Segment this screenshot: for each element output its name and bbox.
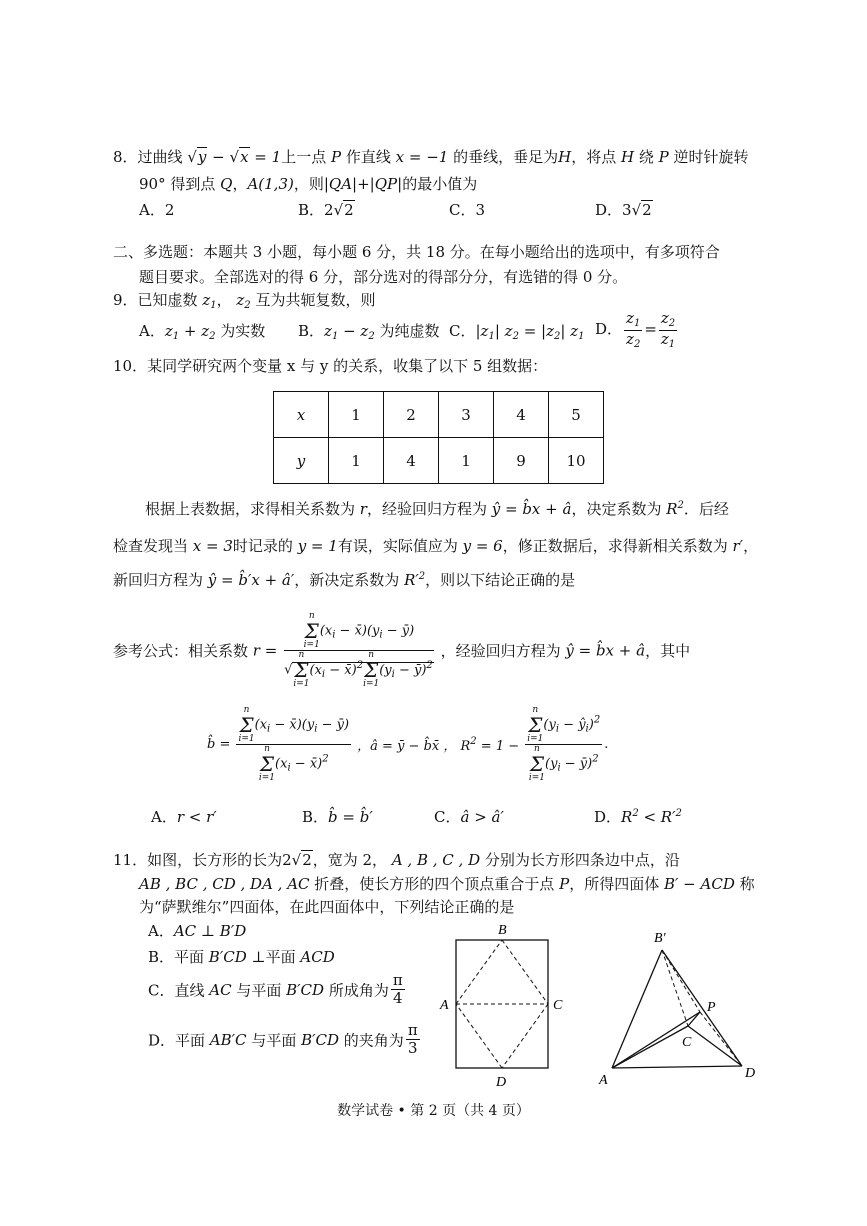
option-text: 与平面 [236,981,282,1000]
q10-text: 时记录的 [232,537,293,555]
q10-text: 根据上表数据，求得相关系数为 [145,500,356,518]
edge-a-d [612,1066,742,1068]
segment-b-p [662,950,700,1012]
edge-a-c [612,1026,688,1068]
q8-text: ， [232,175,248,193]
option-label: A． [151,808,177,826]
fold-line-da [456,1004,502,1068]
q10-text: ．后经 [683,500,729,518]
q9-option-d[interactable]: D． $\frac{z_1}{z_2}$ = $\frac{z_2}{z_1}$ [595,309,676,350]
option-label: A．2 [139,201,175,219]
fold-line-cd [502,1004,548,1068]
option-label: D． [594,808,622,826]
edge-b-c [662,950,688,1026]
label-d: D [745,1066,756,1081]
option-text: 所成角为 [328,981,389,1000]
q11-text: 分别为长方形四条边中点，沿 [484,851,680,869]
option-text: 平面 [265,948,296,966]
table-cell: 9 [494,438,549,484]
option-label: A． [139,322,165,340]
table-cell: 2 [384,392,439,438]
q10-option-c[interactable]: C．â > â′ [434,808,504,826]
q10-text: ，其中 [645,642,691,660]
label-b: B [498,923,507,938]
q8-option-a[interactable] [139,199,174,220]
table-row [274,392,604,438]
q9-option-c[interactable]: C．$|z_1|$ $z_2 = |z_2|$ $z_1$ [449,322,585,342]
option-label: B．平面 [148,948,205,966]
q10-text: ，新决定系数为 [294,571,400,589]
q10-text: 新回归方程为 [113,571,204,589]
edge-b-a [612,950,662,1068]
option-label: B． [298,201,325,219]
q8-text: 的垂线，垂足为 [453,148,559,166]
tetrahedron-figure [590,922,765,1092]
q11-line2: AB , BC , CD , DA , AC 折叠，使长方形的四个顶点重合于点 P，所得四面体 B′ − ACD 称 [139,875,755,893]
q8-text: 绕 [638,148,654,166]
table-header-cell: y [274,438,329,484]
q11-text: ，宽为 2， [312,851,388,869]
q8-point-a: A(1,3) [247,175,294,193]
q10-paragraph-1: 根据上表数据，求得相关系数为 r，经验回归方程为 ŷ = b̂x + â，决定系数为 $R^2$．后经 [145,500,729,518]
q10-data-table [273,391,604,484]
q10-text: ，经验回归方程为 [440,642,561,660]
option-text: 为实数 [220,322,266,340]
q9-stem: 9．已知虚数 $z_1$， $z_2$ 互为共轭复数，则 [113,291,376,311]
q8-text: 90° 得到点 [139,175,216,193]
rectangle-figure [436,918,576,1090]
option-label: C． [434,808,461,826]
fold-line-bc [502,940,548,1004]
q10-text: 有误，实际值应为 [337,537,458,555]
q8-option-c[interactable] [449,199,485,220]
label-b-prime: B′ [654,931,666,946]
correlation-formula: n Σ i=1 ($x_i$ − $x̄)(y_i$ − ȳ) √ n Σ i=1 ($x_i$ − x̄)$^2$ n Σ i=1 ($y_i$ − ȳ)$^2$ [284,611,433,689]
label-a: A [599,1073,608,1088]
option-label: B． [298,322,325,340]
q10-option-b[interactable]: B．b̂ = b̂′ [302,808,373,826]
q10-text: 参考公式：相关系数 [113,642,249,660]
option-label: C．3 [449,201,486,219]
section2-header-cont: 题目要求。全部选对的得 6 分，部分选对的得部分分，有选错的得 0 分。 [139,268,628,286]
label-c: C [682,1035,692,1050]
table-cell: 4 [494,392,549,438]
table-cell: 3 [439,392,494,438]
q10-text: ，决定系数为 [571,500,662,518]
q10-paragraph-3: 新回归方程为 ŷ = b̂′x + â′，新决定系数为 $R'^2$，则以下结论正确的是 [113,571,576,589]
option-label: A． [148,922,174,940]
q11-text: 称 [739,875,755,893]
table-cell: 10 [549,438,604,484]
q11-line1: 11．如图，长方形的长为2√2，宽为 2， A , B , C , D 分别为长方形四条边中点，沿 [113,851,680,869]
q11-line3: 为“萨默维尔”四面体，在此四面体中，下列结论正确的是 [139,898,515,916]
page-footer: 数学试卷 • 第 2 页（共 4 页） [337,1103,530,1119]
q10-coefficient-formulas: b̂ = n Σ i=1 ($x_i$ − $x̄)(y_i$ − ȳ) n Σ i=1 ($x_i$ − x̄)$^2$ ，â = ȳ − b̂x̄ ， $R^2 = 1$ − n Σ i=1 ($y_i$ − $ŷ_i)^2$ n Σ i=1 ($y_i$ − ȳ)$^2$ . [207,705,609,783]
q9-text: ， [216,291,232,309]
q8-text: 逆时针旋转 [673,148,749,166]
q9-text: 9．已知虚数 [113,291,198,309]
label-d: D [496,1075,507,1090]
table-cell: 4 [384,438,439,484]
q8-text: 的最小值为 [402,175,478,193]
q9-option-b[interactable]: B．$z_1 - z_2$ 为纯虚数 [298,322,440,342]
q10-text: ，经验回归方程为 [366,500,487,518]
option-label: D． [595,320,623,338]
q8-text: ，则 [293,175,324,193]
q8-option-d[interactable]: D．3√2 [595,201,652,219]
option-text: 与平面 [251,1031,297,1050]
q11-option-a[interactable]: A．AC ⊥ B′D [148,922,247,940]
q10-text: 检查发现当 [113,537,189,555]
q10-paragraph-2: 检查发现当 x = 3时记录的 y = 1有误，实际值应为 y = 6，修正数据后，求得新相关系数为 r′， [113,537,759,555]
q11-option-b[interactable]: B．平面 B′CD ⊥平面 ACD [148,948,335,966]
q8-line1: 8．过曲线 √y − √x = 1上一点 P 作直线 x = −1 的垂线，垂足为H，将点 H 绕 P 逆时针旋转 [113,148,749,166]
label-a: A [440,998,449,1013]
section2-header: 二、多选题：本题共 3 小题，每小题 6 分，共 18 分。在每小题给出的选项中，有多项符合 [113,243,720,261]
q8-expression: |QA|+|QP| [323,175,403,193]
q10-option-d[interactable]: D．$R^2 < R'^2$ [594,808,682,826]
q11-option-c[interactable]: C．直线 AC 与平面 B′CD 所成角为 $\frac{\pi}{4}$ [148,971,403,1008]
q11-option-d[interactable]: D．平面 AB′C 与平面 B′CD 的夹角为 $\frac{\pi}{3}$ [148,1021,418,1058]
q8-text: 作直线 [345,148,391,166]
fold-line-ab [456,940,502,1004]
option-text: 为纯虚数 [379,322,440,340]
option-text: 的夹角为 [343,1031,404,1050]
q9-option-a[interactable]: A．$z_1 + z_2$ 为实数 [139,322,266,342]
q10-text: ，修正数据后，求得新相关系数为 [502,537,728,555]
label-c: C [553,998,563,1013]
q10-reference-formula: 参考公式：相关系数 r = n Σ i=1 ($x_i$ − $x̄)(y_i$ − ȳ) √ n Σ i=1 ($x_i$ − x̄)$^2$ n Σ i=1 ($y_i$ − ȳ)$^2$ ，经验回归方程为 ŷ = b̂x + â，其中 [113,611,691,689]
option-label: B． [302,808,329,826]
option-label: D．平面 [148,1031,206,1050]
q8-number: 8． [113,148,138,166]
table-header-cell: x [274,392,329,438]
table-cell: 1 [439,438,494,484]
q8-option-b[interactable]: B．2√2 [298,201,354,219]
q9-text: 互为共轭复数，则 [255,291,376,309]
label-p: P [707,1000,716,1015]
q11-text: ，所得四面体 [569,875,660,893]
table-row [274,438,604,484]
table-cell: 1 [329,438,384,484]
table-cell: 1 [329,392,384,438]
option-label: D． [595,201,623,219]
q8-line2: 90° 得到点 Q，A(1,3)，则|QA|+|QP|的最小值为 [139,175,478,193]
q8-text: 上一点 [281,148,327,166]
q11-text: 折叠，使长方形的四个顶点重合于点 [314,875,555,893]
q10-stem: 10．某同学研究两个变量 x 与 y 的关系，收集了以下 5 组数据： [113,357,548,375]
table-cell: 5 [549,392,604,438]
q8-text: 过曲线 [137,148,183,166]
option-label: C．直线 [148,981,205,1000]
q8-text: ，将点 [571,148,617,166]
q10-option-a[interactable]: A．r < r′ [151,808,217,826]
q11-text: 11．如图，长方形的长为 [113,851,283,869]
edge-b-d [662,950,742,1066]
q10-text: ，则以下结论正确的是 [425,571,576,589]
option-label: C． [449,322,476,340]
